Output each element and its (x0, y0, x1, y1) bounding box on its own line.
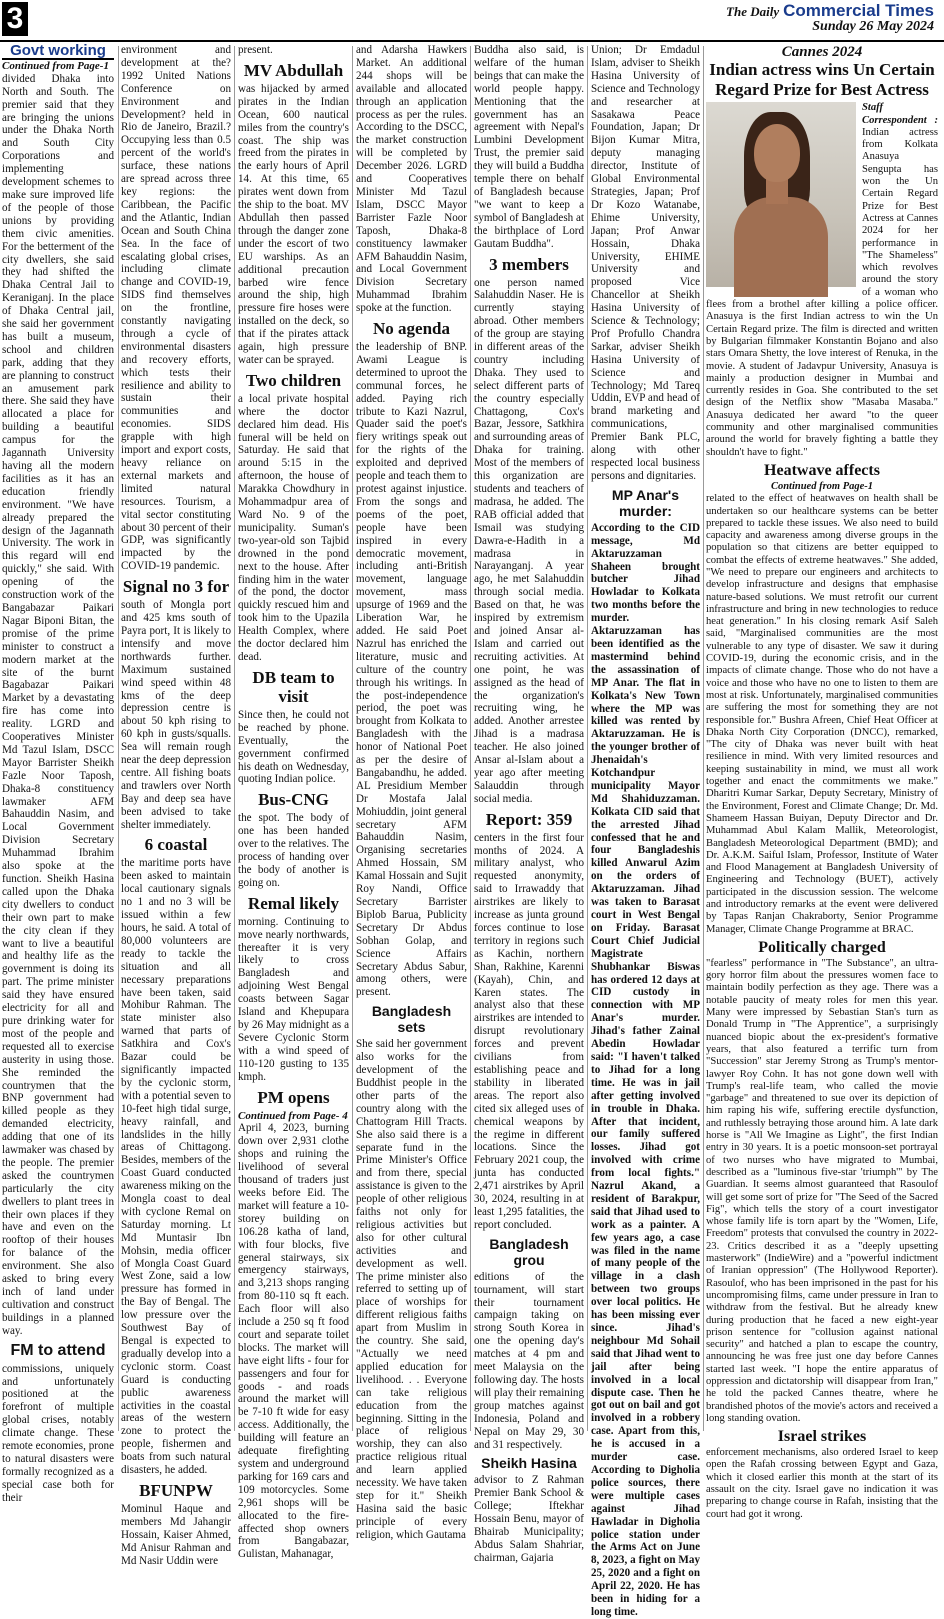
column-divider (352, 46, 353, 1431)
masthead (0, 0, 944, 44)
article-heading: DB team to visit (252, 667, 335, 706)
column-5 (474, 44, 584, 1564)
article-text: a local private hospital where the doctor declared him dead. His funeral will be held on Saturday. He said that around 5:15 in the afternoon, the house of Marakka Chowdhury in Mohammadpur area of Ward No. 9 of the municipality. Suman's two-year-old son Tajbid drowned in the pond next to the house. After finding him in the water of the pond, the doctor quickly rescued him and took him to the Upazila Health Complex, where the doctor declared him dead. (238, 392, 349, 663)
column-4 (356, 44, 467, 1541)
continued-note: Continued from Page-1 (770, 480, 874, 492)
article-heading: Bangladesh sets (371, 1003, 452, 1036)
photo-body (734, 197, 828, 297)
article-text: the maritime ports have been asked to maintain local cautionary signals no 1 and no 3 will be issued within a few hours, he said. A total of 80,000 volunteers are ready to tackle the situation and all necessary preparations have been taken, said Mohibur Rahman. The state minister also warned that parts of Satkhira and Cox's Bazar could be significantly impacted by the cyclonic storm, with a potential seven to 10-feet high tidal surge, heavy rainfall, and landslides in the hilly areas of Chittagong. Besides, members of the Coast Guard conducted awareness miking on the Mongla coast to deal with cyclone Remal on Saturday morning. Lt Md Muntasir Ibn Mohsin, media officer of Mongla Coast Guard West Zone, said a low pressure has formed in the Bay of Bengal. The low pressure over the Southwest Bay of Bengal is expected to gradually develop into a cyclonic storm. Coast Guard is conducting public awareness activities in the coastal areas of the western zone to protect the people, fishermen and boats from such natural disasters, he added. (121, 857, 231, 1477)
article-text: advisor to Z Rahman Premier Bank School & College; Iftekhar Hossain Benu, mayor of Bhairab Municipality; Abdus Salam Shahriar, chairman, Gajaria (474, 1474, 584, 1564)
column-divider (470, 46, 471, 1431)
article-heading: FM to attend (10, 1341, 106, 1359)
article-text: centers in the first four months of 2024. A military analyst, who requested anonymity, said to Irrawaddy that airstrikes are likely to increase as junta ground forces continue to lose territory in regions such as Kachin, northern Shan, Rakhine, Karenni (Kayah), Chin, and Karen states. The analyst also that these airstrikes are intended to disrupt revolutionary forces and prevent civilians from establishing peace and stability in liberated areas. The report also cited six alleged uses of chemical weapons by the regime in different locations. Since the February 2021 coup, the junta has conducted 2,471 airstrikes by April 30, 2024, resulting in at least 1,295 fatalities, the report concluded. (474, 831, 584, 1231)
article-text: divided Dhaka into North and South. The premier said that they are bringing the unions under the Dhaka North and South City Corporations and implementing development schemes to make sure improved life of the people of those unions by providing them civic amenities. For the betterment of the city dwellers, she said they had shifted the Dhaka Central Jail to Keraniganj. In the place of Dhaka Central jail, she said her government has built a museum, school and children park, adding that they are planning to construct an amusement park there. She said they have allocated a place for building a beautiful campus for the Jagannath University having all the modern facilities as it has an education friendly environment. "We have already prepared the design of the Jagannath University. The work in this regard will end quickly," she said. With opening of the construction work of the Bangabazar Paikari Nagar Biponi Bitan, the promise of the prime minister to construct a modern market at the site of the burnt Bagabazar Paikari Market by a devastating fire has come into reality. LGRD and Cooperatives Minister Md Tazul Islam, DSCC Mayor Barrister Sheikh Fazle Noor Taposh, Dhaka-8 constituency lawmaker AFM Bahauddin Nasim, and Local Government Division Secretary Muhammad Ibrahim also spoke at the function. Sheikh Hasina called upon the Dhaka city dwellers to conduct their own part to make the city clean if they want to live a beautiful and healthy life as the government is doing its part. The prime minister said they have ensured electricity for all and pure drinking water for most of the people and requested all to exercise austerity in using those. She reminded the countrymen that the BNP government had killed people as they demanded electricity, adding that one of its lawmaker was chased by the people. The premier asked the countrymen particularly the city dwellers to plant trees in their own places if they have and even on the rooftop of their houses for balance of the environment. She also asked to bring every inch of land under cultivation and construct buildings in a planned way. (2, 72, 114, 1337)
continued-note: Continued from Page- 4 (238, 1109, 348, 1122)
article-heading: MP Anar's murder: (611, 486, 680, 519)
article-text: south of Mongla port and 425 kms south of Payra port, It is likely to intensify and move northwards further. Maximum sustained wind speed within 48 kms of the deep depression centre is about 50 kph rising to 60 kph in gusts/squalls. Sea will remain rough near the deep depression centre. All fishing boats and trawlers over North Bay and deep sea have been advised to take shelter immediately. (121, 599, 231, 831)
article-heading: BFUNPW (139, 1480, 213, 1500)
article-heading: 3 members (489, 254, 569, 274)
paper-name: Commercial Times (783, 1, 934, 20)
column-1 (2, 42, 114, 1504)
article-text: and Adarsha Hawkers Market. An additional 244 shops will be available and allocated through an application process as per the rules. According to the DSCC, the market construction will be completed by December 2026. LGRD and Cooperatives Minister Md Tazul Islam, DSCC Mayor Barrister Fazle Noor Taposh, Dhaka-8 constituency lawmaker AFM Bahauddin Nasim, and Local Government Division Secretary Muhammad Ibrahim spoke at the function. (356, 44, 467, 315)
article-text: "fearless" performance in "The Substance", an ultra-gory horror film about the pressures women face to maintain bodily perfection as they age. There was a notable paucity of meaty roles for men this year. Many were impressed by Sebastian Stan's turn as Donald Trump in "The Apprentice", a surprisingly nuanced biopic about the ex-president's formative years, that also featured a terrific turn from "Succession" star Jeremy Strong as Trump's mentor-lawyer Roy Cohn. It has not gone down well with Trump's real-life team, who called the movie "garbage" and threatened to sue over its depiction of him raping his wife, suffering erectile dysfunction, and ruthlessly betraying those around him. A late dark horse is "All We Imagine as Light", the first Indian entry in 30 years. It is a poetic monsoon-set portrayal of two nurses who have migrated to Mumbai, described as a "luminous five-star 'triumph'" by The Guardian. It seems almost guaranteed that Rasoulof will get some sort of prize for "The Seed of the Sacred Fig", which tells the story of a court investigator whose family life is torn apart by the "Women, Life, Freedom" protests that convulsed the country in 2022-23. Critics described it as a "deeply upsetting masterwork" (IndieWire) and a "powerful indictment of Iranian oppression" (The Hollywood Reporter). Rasoulof, who has been imprisoned in the past for his uncompromising films, came under pressure in Iran to withdraw from the festival. But he already knew during production that he faced a new eight-year prison sentence for "collusion against national security" and hatched a plan to escape the country, announcing he was free just one day before Cannes started last week. "I hope the entire apparatus of oppression and dictatorship will disappear from Iran," he told the packed Cannes theatre, where he brandished photos of the movie's actors and received a long standing ovation. (706, 957, 938, 1424)
page-number: 3 (2, 2, 28, 36)
article-text: present. (238, 44, 273, 56)
actress-photo (706, 102, 856, 287)
photo-neck (766, 178, 788, 204)
article-text: commissions, uniquely and unfortunately positioned at the forefront of multiple global crises, notably climate change. These remote economies, prone to natural disasters were formally recognized as a special case both for their (2, 1362, 114, 1504)
photo-face (754, 124, 800, 182)
article-kicker: Cannes 2024 (781, 44, 863, 60)
paper-prefix: The Daily (726, 4, 780, 19)
article-heading: MV Abdullah (243, 60, 344, 80)
article-heading: Two children (245, 370, 342, 390)
article-heading: Heatwave affects (764, 461, 880, 479)
column-3 (238, 44, 349, 1561)
issue-date: Sunday 26 May 2024 (812, 19, 934, 34)
article-heading: Report: 359 (485, 809, 573, 829)
article-heading: Politically charged (758, 938, 886, 956)
article-text: Mominul Haque and members Md Jahangir Hossain, Kaiser Ahmed, Md Anisur Rahman and Md Nasir Uddin were (121, 1502, 231, 1567)
column-2 (121, 44, 231, 1567)
article-text: According to the CID message, Md Aktaruzzaman Shaheen brought butcher Jihad Howladar to Kolkata two months before the murder. Aktaruzzaman has been identified as the mastermind behind the assassination of MP Anar. The flat in Kolkata's New Town where the MP was killed was rented by Aktaruzzaman. He is the younger brother of Jhenaidah's Kotchandpur municipality Mayor Md Shahiduzzaman. Kolkata CID said that the arrested Jihad confessed that he and four Bangladeshis killed Anwarul Azim on the orders of Aktaruzzaman. Jihad was taken to Barasat court in West Bengal on Friday. Barasat Court Chief Judicial Magistrate Shubhankar Biswas has ordered 12 days at CID custody in connection with MP Anar's murder. Jihad's father Zainal Abedin Howladar said: "I haven't talked to Jihad for a long time. He was in jail after getting involved in trouble in Dhaka. After that incident, our family suffered losses. Jihad got involved with crime from local fights." Nazrul Akand, a resident of Barakpur, said that Jihad used to work as a painter. A few years ago, a case was filed in the name of many people of the village in a clash between two groups over local politics. He has been missing ever since. Jihad's neighbour Md Sohail said that Jihad went to jail after being involved in a local dispute case. Then he got out on bail and got involved in a robbery case. Apart from this, he is accused in a murder case. According to Digholia police sources, there were multiple cases against Jihad Hawladar in Digholia police station under the Arms Act on June 8, 2023, a fight on May 25, 2020 and a fight on April 22, 2020. He has been in hiding for a long time. (591, 521, 700, 1618)
staff-byline: Staff Correspondent : (862, 102, 938, 126)
article-text: Since then, he could not be reached by phone. Eventually, the government confirmed his death on Wednesday, quoting Indian police. (238, 708, 349, 786)
masthead-rule (0, 40, 944, 42)
article-text: She said her government also works for the development of the Buddhist people in the other parts of the country along with the Chattogram Hill Tracts. She also said there is a separate fund in the Prime Minister's Office and from there, special assistance is given to the people of other religious faiths not only for religious activities but also for other cultural activities and development as well. The prime minister also referred to setting up of place of worships for different religious faiths apart from Muslim in the country. She said, "Actually we need applied education for livelihood. . . Everyone can take religious education from the beginning. Sitting in the place of religious worship, they can also practice religious ritual and learn applied necessity. We have taken step for it." Sheikh Hasina said the basic principle of every religion, which Gautama (356, 1038, 467, 1541)
column-6 (591, 44, 700, 1618)
article-text: related to the effect of heatwaves on health shall be undertaken so our healthcare systems can be better prepared to tackle these issues. We also need to build capacity and awareness among diverse groups in the population so that citizens are better equipped to combat the effects of extreme heatwaves." She added, "We need to prepare our engineers and architects to develop infrastructure and designs that emphasise nature-based solutions. We must retrofit our current infrastructure and bring in new technologies to reduce heat generation." In his closing remark Asif Saleh said, "Marginalised communities are the most vulnerable to any type of disaster. We saw it during COVID-19, during the economic crisis, and in the impacts of climate change. Those who do not have a voice and those who have no one to listen to them are most at risk. Unfortunately, marginalised communities are suffering the most for something they are not responsible for." Bushra Afreen, Chief Heat Officer at Dhaka North City Corporation (DNCC), remarked, "The city of Dhaka was never built with heat resilience in mind. With very limited resources and keeping sustainability in mind, we must all work together and enact the commitments we make." Dharitri Kumar Sarkar, Deputy Secretary, Ministry of the Environment, Forest and Climate Change; Dr. Md. Shameem Hassan Buiyan, Deputy Director and Dr. Muhammad Abul Kalam Mallik, Meteorologist, Bangladesh Meteorological Department (BMD); and Dr. A.K.M. Saiful Islam, Professor, Institute of Water and Flood Management at Bangladesh University of Engineering and Technology (BUET), actively participated in the discussion session. The welcome and introductory remarks at the event were delivered by Tapas Ranjan Chakraborty, Senior Programme Manager, Climate Change Programme at BRAC. (706, 493, 938, 935)
article-heading: 6 coastal (144, 835, 208, 855)
article-heading: Govt working (2, 45, 114, 60)
article-heading: Signal no 3 for (122, 577, 230, 597)
article-heading: Bangladesh grou (489, 1235, 569, 1268)
article-text: environment and development at the?1992 United Nations Conference on Environment and Development? held in Rio de Janeiro, Brazil.?Occupying less than 0.5 percent of the world's surface, these nations are spread across three key regions: the Caribbean, the Pacific and the Atlantic, Indian Ocean and South China Sea. In the face of escalating global crises, including climate change and COVID-19, SIDS find themselves on the frontline, constantly navigating through a cycle of environmental disasters and recovery efforts, which tests their resilience and ability to sustain their communities and economies. SIDS grapple with high import and export costs, heavy reliance on external markets and limited natural resources. Tourism, a vital sector constituting about 30 percent of their GDP, was significantly impacted by the COVID-19 pandemic. (121, 44, 231, 573)
column-divider (234, 46, 235, 1431)
column-divider (118, 46, 119, 1431)
article-heading: Bus-CNG (258, 790, 329, 810)
article-text: April 4, 2023, burning down over 2,931 clothe shops and ruining the livelihood of several thousand of traders just weeks before Eid. The market will feature a 10-storey building on 106.28 katha of land, with four blocks, five general stairways, six emergency stairways, and 3,213 shops ranging from 80-110 sq ft each. Each floor will also include a 250 sq ft food court and separate toilet blocks. The market will have eight lifts - four for passengers and four for goods - and roads around the market will be 7-10 ft wide for easy access. Additionally, the building will feature an adequate firefighting system and underground parking for 169 cars and 109 motorcycles. Some 2,961 shops will be allocated to the fire-affected shop owners from Bangabazar, Gulistan, Mahanagar, (238, 1122, 349, 1561)
article-text: enforcement mechanisms, also ordered Israel to keep open the Rafah crossing between Egypt and Gaza, which it closed earlier this month at the start of its assault on the city. Israel gave no indication it was preparing to change course in Rafah, insisting that the court had got it wrong. (706, 1447, 938, 1520)
article-heading: No agenda (373, 319, 450, 339)
article-text: was hijacked by armed pirates in the Indian Ocean, 600 nautical miles from the country's coast. The ship was freed from the pirates in the early hours of April 14. At this time, 65 pirates went down from the ship to the boat. MV Abdullah then passed through the danger zone under the escort of two EU warships. As an additional precaution barbed wire fence around the ship, high pressure fire hoses were installed on the deck, so that if the pirates attack again, high pressure water can be sprayed. (238, 82, 349, 366)
article-text: the leadership of BNP. Awami League is determined to uproot the communal forces, he added. Paying rich tribute to Kazi Nazrul, Quader said the poet's fiery writings speak out for the rights of the exploited and deprived people and teach them to protest against injustice. From the songs and poems of the poet, people have been inspired in every democratic movement, including anti-British movement, language movement, mass upsurge of 1969 and the Liberation War, he added. He said Poet Nazrul has enriched the literature, music and culture of the country through his writings. In the post-independence period, the poet was brought from Kolkata to Bangladesh with the honor of National Poet as per the desire of Bangabandhu, he added. AL Presidium Member Dr Mostafa Jalal Mohiuddin, joint general secretary AFM Bahauddin Nasim, Organising secretaries Ahmed Hossain, SM Kamal Hossain and Sujit Roy Nandi, Office Secretary Barrister Biplob Barua, Publicity Secretary Dr Abdus Sobhan Golap, and Science Affairs Secretary Abdus Sabur, among others, were present. (356, 341, 467, 999)
article-text: Union; Dr Emdadul Islam, adviser to Sheikh Hasina University of Science and Technology and researcher at Sasakawa Peace Foundation, Japan; Dr Bijon Kumar Mitra, deputy managing director, Institute of Global Environmental Strategies, Japan; Prof Dr Kozo Watanabe, Ehime University, Japan; Prof Anwar Hossain, Dhaka University, EHIME University and proposed Vice Chancellor at Sheikh Hasina University of Science & Technology; Prof Profullo Chandra Sarkar, adviser Sheikh Hasina University of Science and Technology; Md Tareq Uddin, EVP and head of brand marketing and communications, Premier Bank PLC, along with other respected local business persons and dignitaries. (591, 44, 700, 482)
continued-note: Continued from Page-1 (2, 59, 109, 72)
article-text: one person named Salahuddin Naser. He is currently staying abroad. Other members of the group are staying in different areas of the country including Dhaka. They used to select different parts of the country especially Chattagong, Cox's Bazar, Jessore, Satkhira and surrounding areas of Dhaka for training. Most of the members of this organization are students and teachers of madrasa, he added. The RAB official added that Ismail was studying Dawra-e-Hadith in a madrasa in Narayanganj. A year ago, he met Salahuddin through social media. Based on that, he was inspired by extremism and joined Ansar al-Islam and carried out recruiting activities. At one point, he was assigned as the head of the organization's recruiting wing, he added. Another arrestee Jihad is a madrasa teacher. He also joined Ansar al-Islam about a year ago after meeting Salauddin through social media. (474, 276, 584, 805)
article-title: Indian actress wins Un Certain Regard Prize for Best Actress (709, 60, 935, 100)
article-text: morning. Continuing to move nearly northwards, thereafter it is very likely to cross Bangladesh and adjoining West Bengal coasts between Sagar Island and Khepupara by 26 May midnight as a Severe Cyclonic Storm with a wind speed of 110-120 gusting to 135 kmph. (238, 915, 349, 1083)
article-heading: Remal likely (247, 893, 340, 913)
column-divider (703, 46, 704, 1431)
right-column (706, 44, 938, 1520)
article-heading: Sheikh Hasina (481, 1455, 577, 1472)
column-divider (587, 46, 588, 1431)
paper-title (726, 1, 934, 35)
article-text: editions of the tournament, will start their tournament campaign taking on strong South Korea in one the opening day's matches at 4 pm and meet Malaysia on the following day. The hosts will play their remaining group matches against Indonesia, Poland and Nepal on May 29, 30 and 31 respectively. (474, 1270, 584, 1451)
article-text: the spot. The body of one has been handed over to the relatives. The process of handing over the body of another is going on. (238, 812, 349, 889)
article-heading: Israel strikes (777, 1428, 867, 1446)
article-text: Indian actress from Kolkata Anasuya Sengupta has won the Un Certain Regard Prize for Best Actress at Cannes 2024 for her performance in "The Shameless" which revolves around the story of a woman who flees from a brothel after killing a police officer. Anasuya is the first Indian actress to win the Un Certain Regard prize. The film is directed and written by Bulgarian filmmaker Konstantin Bojano and also stars Omara Shetty, the love interest of Renuka, in the movie. A student of Jadavpur University, Anasuya is mainly a production designer in Mumbai and currently resides in Goa. She contributed to the set design of the Netflix show "Masaba Masaba." Anasuya dedicated her award "to the queer community and other marginalised communities around the world for bravely fighting a battle they shouldn't have to fight." (706, 126, 938, 458)
article-heading: PM opens (257, 1087, 330, 1107)
article-text: Buddha also said, is welfare of the human beings that can make the world people happy. Mentioning that the government has an agreement with Nepal's Lumbini Development Trust, the premier said they will build a Buddha temple there on behalf of Bangladesh because "we want to keep a symbol of Bangladesh at the birthplace of Lord Gautam Buddha". (474, 44, 584, 250)
